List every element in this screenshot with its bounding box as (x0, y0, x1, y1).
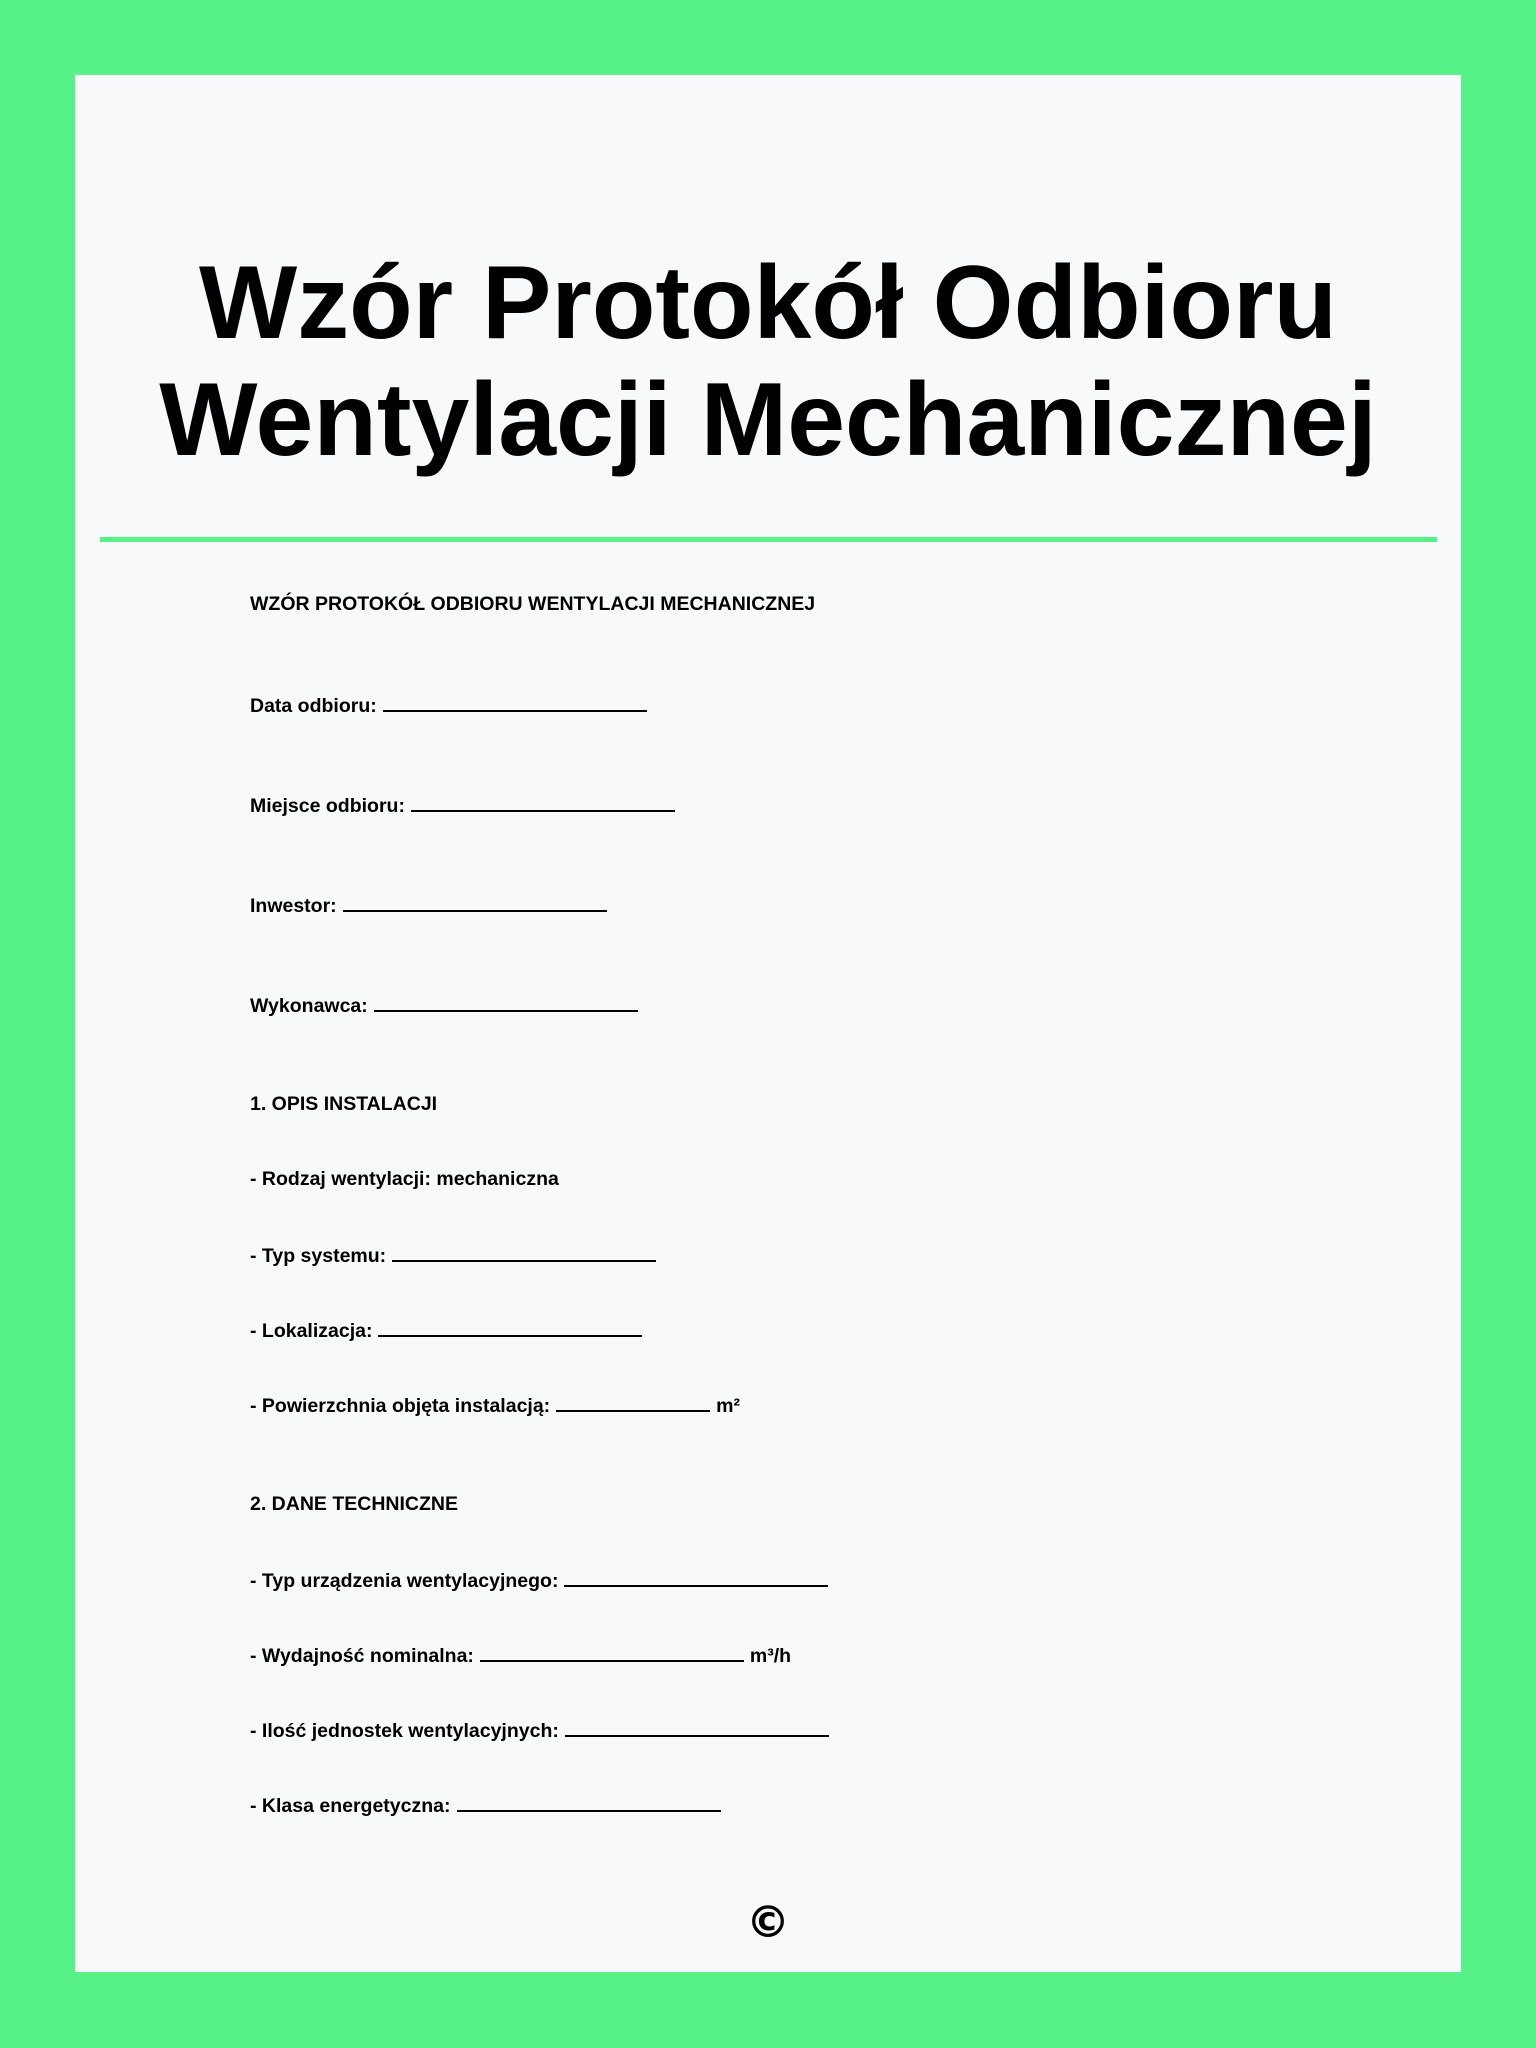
item-powierzchnia (250, 1392, 740, 1418)
item-wydajnosc (250, 1642, 791, 1668)
blank-line (556, 1392, 710, 1412)
field-label: - Typ systemu: (250, 1245, 387, 1267)
item-klasa-energetyczna (250, 1792, 721, 1818)
field-label: Miejsce odbioru: (250, 795, 405, 817)
item-rodzaj-wentylacji: - Rodzaj wentylacji: mechaniczna (250, 1168, 559, 1190)
blank-line (374, 992, 638, 1012)
item-typ-urzadzenia (250, 1567, 828, 1593)
field-inwestor (250, 892, 607, 918)
field-label: - Ilość jednostek wentylacyjnych: (250, 1720, 559, 1742)
field-label: - Lokalizacja: (250, 1320, 373, 1342)
blank-line (383, 692, 647, 712)
blank-line (480, 1642, 744, 1662)
blank-line (392, 1242, 656, 1262)
blank-line (378, 1317, 642, 1337)
title-line-1: Wzór Protokół Odbioru (198, 245, 1338, 361)
blank-line (457, 1792, 721, 1812)
field-label: Data odbioru: (250, 695, 377, 717)
item-typ-systemu (250, 1242, 656, 1268)
document-title (75, 245, 1461, 479)
field-miejsce-odbioru (250, 792, 675, 818)
field-label: - Wydajność nominalna: (250, 1645, 474, 1667)
document-page (75, 75, 1461, 1972)
form-heading: WZÓR PROTOKÓŁ ODBIORU WENTYLACJI MECHANICZNEJ (250, 593, 816, 615)
field-label: - Klasa energetyczna: (250, 1795, 451, 1817)
field-label: - Typ urządzenia wentylacyjnego: (250, 1570, 559, 1592)
field-data-odbioru (250, 692, 647, 718)
field-wykonawca (250, 992, 638, 1018)
field-label: - Powierzchnia objęta instalacją: (250, 1395, 551, 1417)
section-2-title: 2. DANE TECHNICZNE (250, 1493, 459, 1515)
title-divider (100, 537, 1437, 542)
blank-line (565, 1717, 829, 1737)
section-1-title: 1. OPIS INSTALACJI (250, 1093, 438, 1115)
blank-line (411, 792, 675, 812)
copyright-icon: © (746, 1897, 790, 1948)
title-line-2: Wentylacji Mechanicznej (159, 362, 1377, 478)
unit-label: m³/h (749, 1645, 792, 1667)
blank-line (564, 1567, 828, 1587)
field-label: Inwestor: (250, 895, 337, 917)
field-label: Wykonawca: (250, 995, 368, 1017)
blank-line (343, 892, 607, 912)
item-lokalizacja (250, 1317, 642, 1343)
item-ilosc-jednostek (250, 1717, 829, 1743)
unit-label: m² (716, 1395, 741, 1417)
